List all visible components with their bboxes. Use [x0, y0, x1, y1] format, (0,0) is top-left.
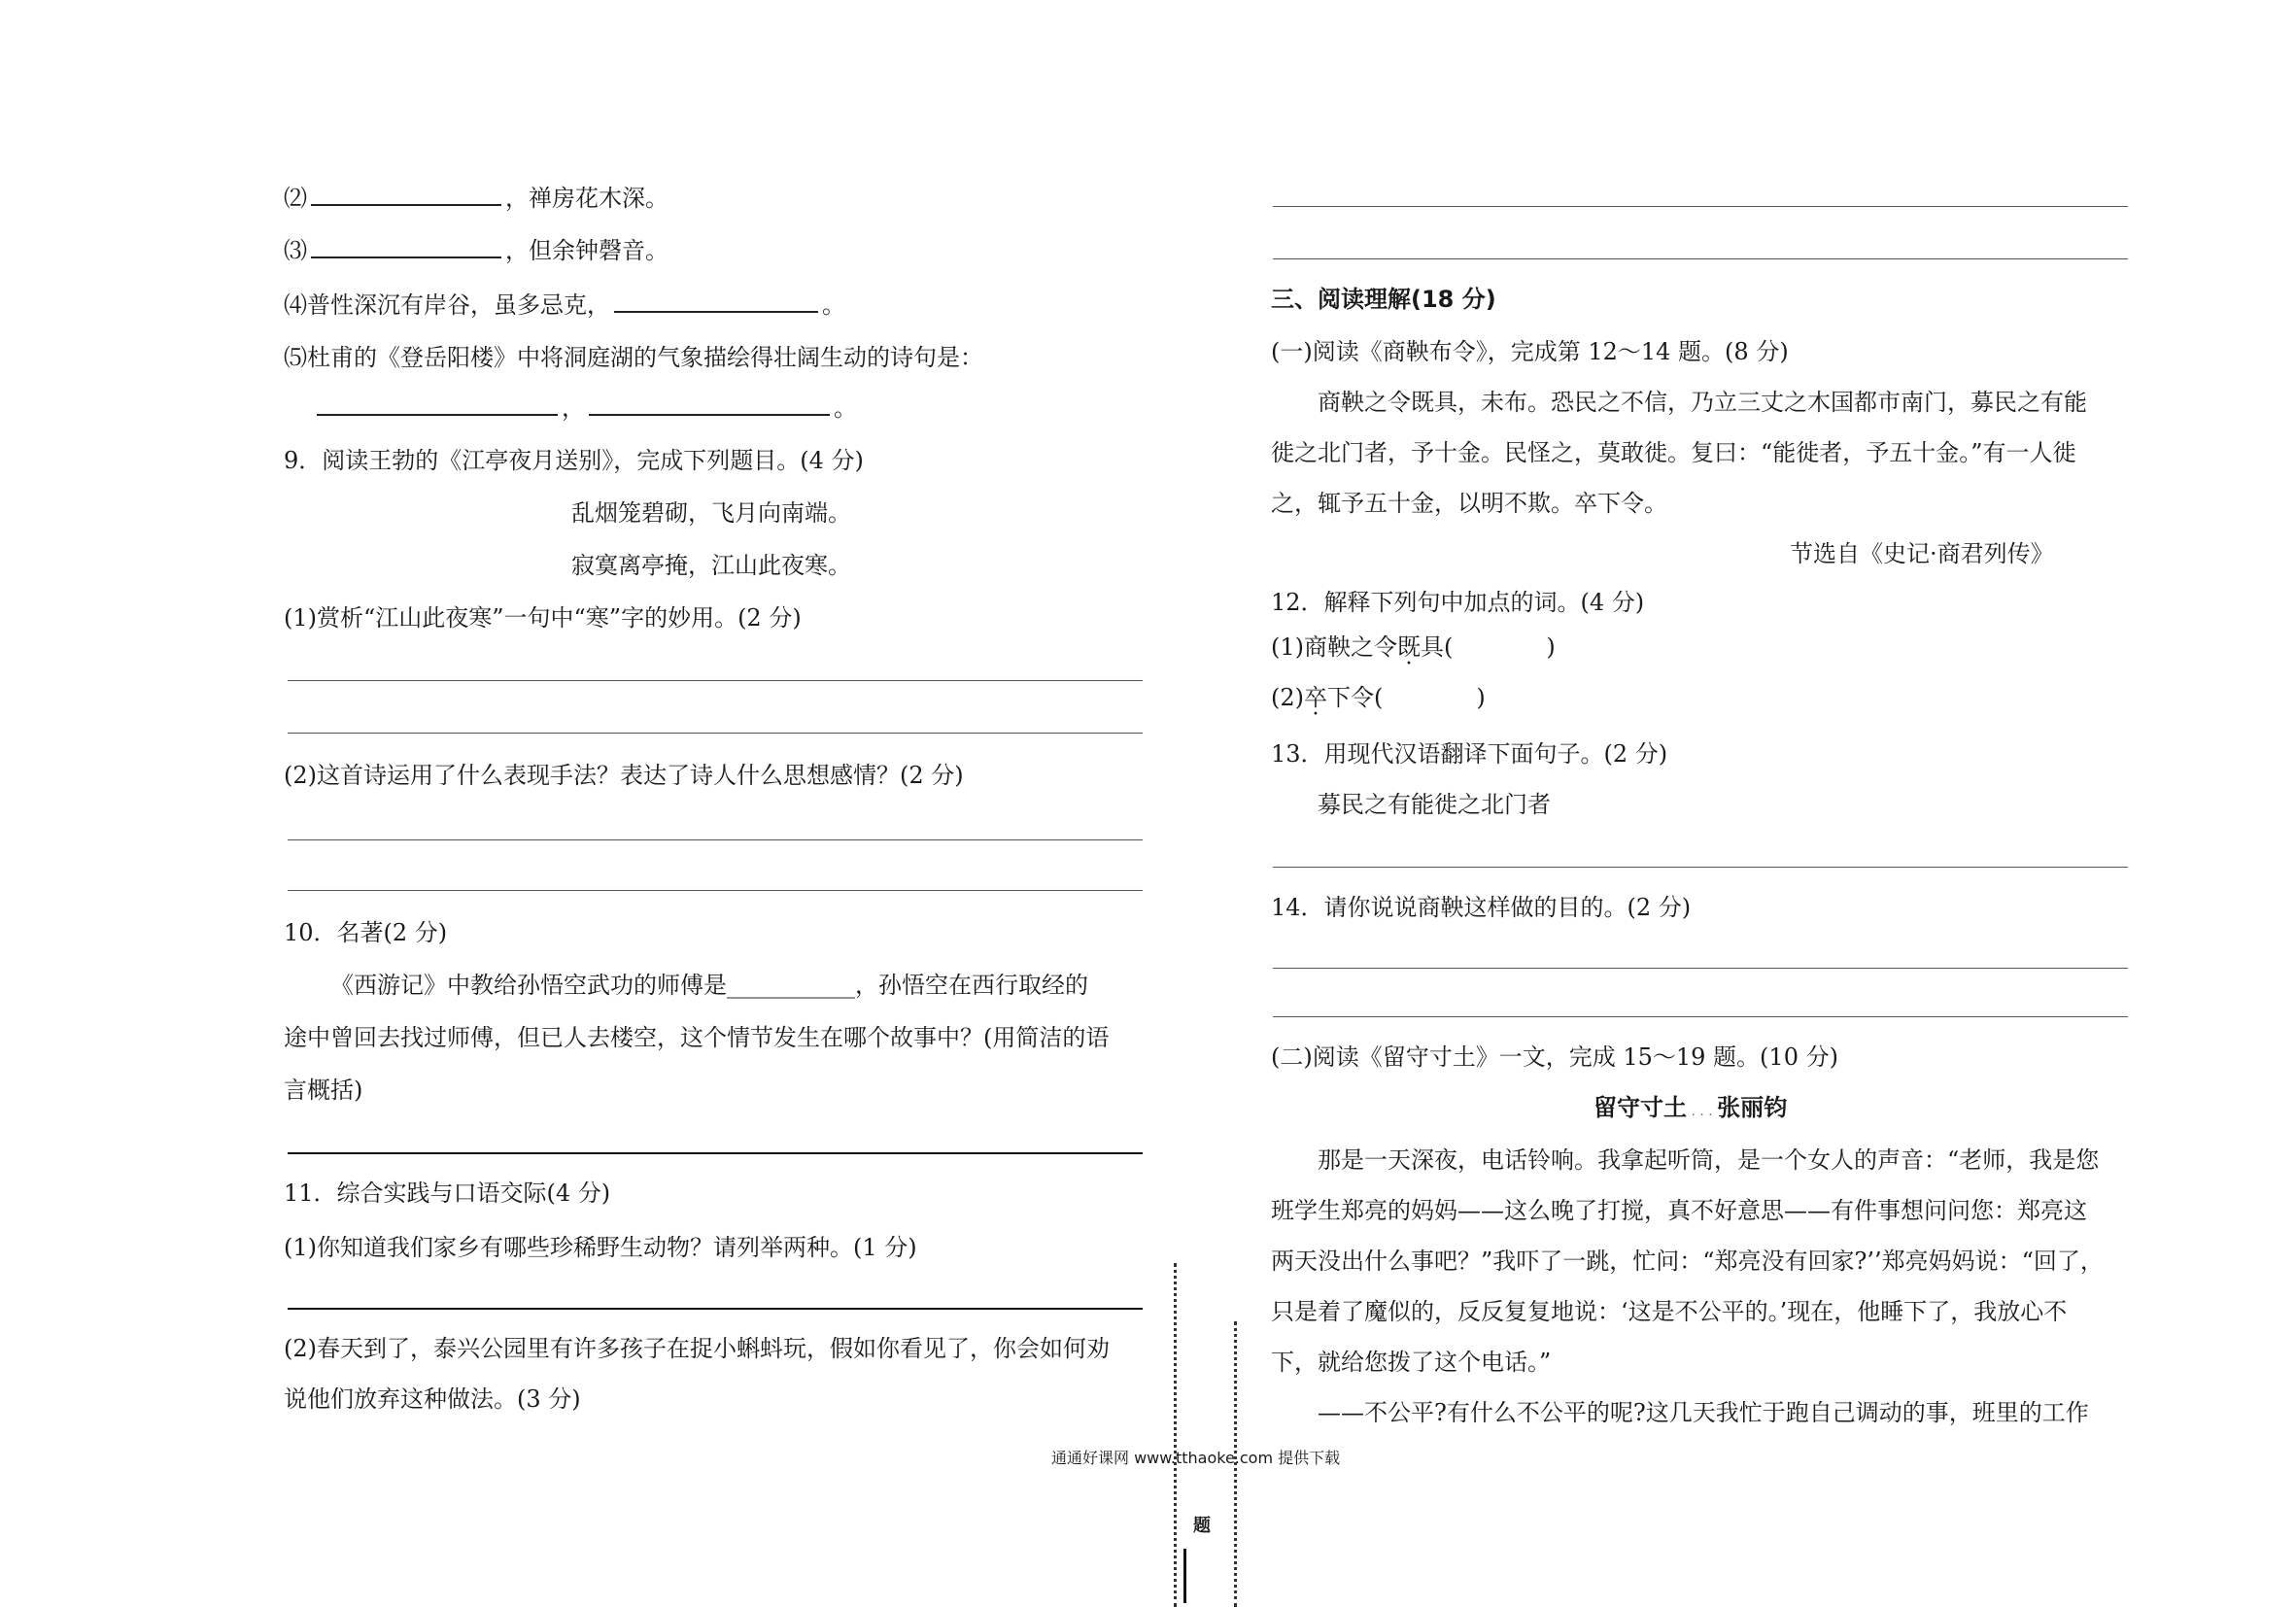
bracket: ): [1476, 684, 1486, 711]
poem-fragment: ，禅房花木深。: [505, 185, 668, 212]
passage-line: 商鞅之令既具，未布。恐民之不信，乃立三丈之木国都市南门，募民之有能: [1318, 389, 2087, 416]
article-line: 只是着了魔似的，反反复复地说：‘这是不公平的。’现在，他睡下了，我放心不: [1271, 1298, 2068, 1325]
question-text: ⑷普性深沉有岸谷，虽多忌克，: [284, 291, 610, 319]
section-heading: 三、阅读理解(18 分): [1271, 286, 1496, 313]
q10-line1: [330, 970, 1088, 1001]
answer-blank[interactable]: [317, 393, 558, 416]
q10-title: 10．名著(2 分): [284, 919, 448, 946]
dotted-word: 既: [1397, 633, 1421, 661]
q11-sub2-line2: 说他们放弃这种做法。(3 分): [284, 1385, 581, 1413]
answer-line[interactable]: [1273, 206, 2128, 207]
article-line: ——不公平?有什么不公平的呢?这几天我忙于跑自己调动的事，班里的工作: [1318, 1399, 2089, 1426]
article-title: 留守寸土: [1593, 1094, 1687, 1121]
q8-item4: [284, 290, 845, 321]
q11-sub2-line1: (2)春天到了，泰兴公园里有许多孩子在捉小蝌蚪玩，假如你看见了，你会如何劝: [284, 1335, 1110, 1362]
answer-line[interactable]: [1273, 867, 2128, 868]
margin-bar: [1183, 1549, 1186, 1603]
q9-sub1: (1)赏析“江山此夜寒”一句中“寒”字的妙用。(2 分): [284, 604, 802, 632]
answer-line[interactable]: [288, 890, 1143, 891]
article-line: 下，就给您拨了这个电话。”: [1271, 1349, 1552, 1376]
q13-title: 13．用现代汉语翻译下面句子。(2 分): [1271, 740, 1668, 768]
q11-sub1: (1)你知道我们家乡有哪些珍稀野生动物？请列举两种。(1 分): [284, 1234, 917, 1261]
q10-line2: 途中曾回去找过师傅，但已人去楼空，这个情节发生在哪个故事中？(用简洁的语: [284, 1024, 1110, 1051]
punctuation: 。: [834, 394, 857, 422]
q12-sub2: [1271, 682, 1486, 713]
dot-leader: . . .: [1687, 1104, 1718, 1119]
article-author: 张丽钧: [1717, 1094, 1788, 1121]
poem-line: 寂寞离亭掩，江山此夜寒。: [571, 552, 851, 579]
passage-line: 之，辄予五十金，以明不欺。卒下令。: [1271, 490, 1667, 517]
answer-blank[interactable]: [311, 183, 501, 206]
punctuation: 。: [822, 291, 845, 319]
question-text: 具(: [1421, 633, 1454, 661]
binding-line: [1174, 1263, 1177, 1607]
article-line: 两天没出什么事吧？”我吓了一跳，忙问：“郑亮没有回家?’’郑亮妈妈说：“回了，: [1271, 1248, 2104, 1275]
answer-line[interactable]: [1273, 258, 2128, 259]
q9-sub2: (2)这首诗运用了什么表现手法？表达了诗人什么思想感情？(2 分): [284, 762, 964, 789]
passage-source: 节选自《史记·商君列传》: [1790, 540, 2054, 567]
item-number: ⑶: [284, 237, 307, 264]
poem-fragment: ，但余钟磬音。: [505, 237, 668, 264]
article-line: 班学生郑亮的妈妈——这么晚了打搅，真不好意思——有件事想问问您：郑亮这: [1271, 1197, 2087, 1224]
answer-blank[interactable]: [614, 290, 818, 313]
item-number: ⑵: [284, 185, 307, 212]
poem-line: 乱烟笼碧砌，飞月向南端。: [571, 499, 851, 527]
article-line: 那是一天深夜，电话铃响。我拿起听筒，是一个女人的声音：“老师，我是您: [1318, 1146, 2100, 1174]
margin-mark: 题: [1193, 1516, 1211, 1536]
q9-title: 9．阅读王勃的《江亭夜月送别》，完成下列题目。(4 分): [284, 447, 864, 474]
question-text: 《西游记》中教给孙悟空武功的师傅是: [330, 972, 727, 999]
passage-line: 徙之北门者，予十金。民怪之，莫敢徙。复曰：“能徙者，予五十金。”有一人徙: [1271, 439, 2076, 466]
punctuation: ，: [562, 394, 585, 422]
answer-line[interactable]: [288, 680, 1143, 681]
q8-item5: ⑸杜甫的《登岳阳楼》中将洞庭湖的气象描绘得壮阔生动的诗句是：: [284, 344, 983, 371]
q8-item2: [284, 183, 668, 214]
article-title-line: [1593, 1092, 1787, 1127]
answer-line[interactable]: [288, 1152, 1143, 1154]
question-text: ，孙悟空在西行取经的: [855, 972, 1088, 999]
q14-title: 14．请你说说商鞅这样做的目的。(2 分): [1271, 894, 1692, 921]
q13-sentence: 募民之有能徙之北门者: [1318, 791, 1551, 818]
answer-blank[interactable]: ___________: [727, 972, 855, 999]
answer-line[interactable]: [288, 733, 1143, 734]
answer-line[interactable]: [288, 1308, 1143, 1310]
answer-line[interactable]: [288, 839, 1143, 840]
answer-blank[interactable]: [311, 235, 501, 258]
footer-credit: 通通好课网 www.tthaoke.com 提供下载: [1051, 1449, 1341, 1467]
q8-item5-answer: [313, 393, 857, 424]
bracket: ): [1546, 633, 1556, 661]
question-text: (2): [1271, 684, 1304, 711]
q12-title: 12．解释下列句中加点的词。(4 分): [1271, 589, 1645, 616]
part2-title: (二)阅读《留守寸土》一文，完成 15～19 题。(10 分): [1271, 1043, 1838, 1071]
q11-title: 11．综合实践与口语交际(4 分): [284, 1180, 611, 1207]
question-text: 下令(: [1327, 684, 1384, 711]
question-text: (1)商鞅之令: [1271, 633, 1397, 661]
answer-line[interactable]: [1273, 968, 2128, 969]
q10-line3: 言概括): [284, 1077, 363, 1104]
dotted-word: 卒: [1304, 684, 1327, 711]
part1-title: (一)阅读《商鞅布令》，完成第 12～14 题。(8 分): [1271, 338, 1789, 365]
answer-line[interactable]: [1273, 1016, 2128, 1017]
answer-blank[interactable]: [589, 393, 830, 416]
q8-item3: [284, 235, 668, 266]
q12-sub1: [1271, 632, 1556, 663]
